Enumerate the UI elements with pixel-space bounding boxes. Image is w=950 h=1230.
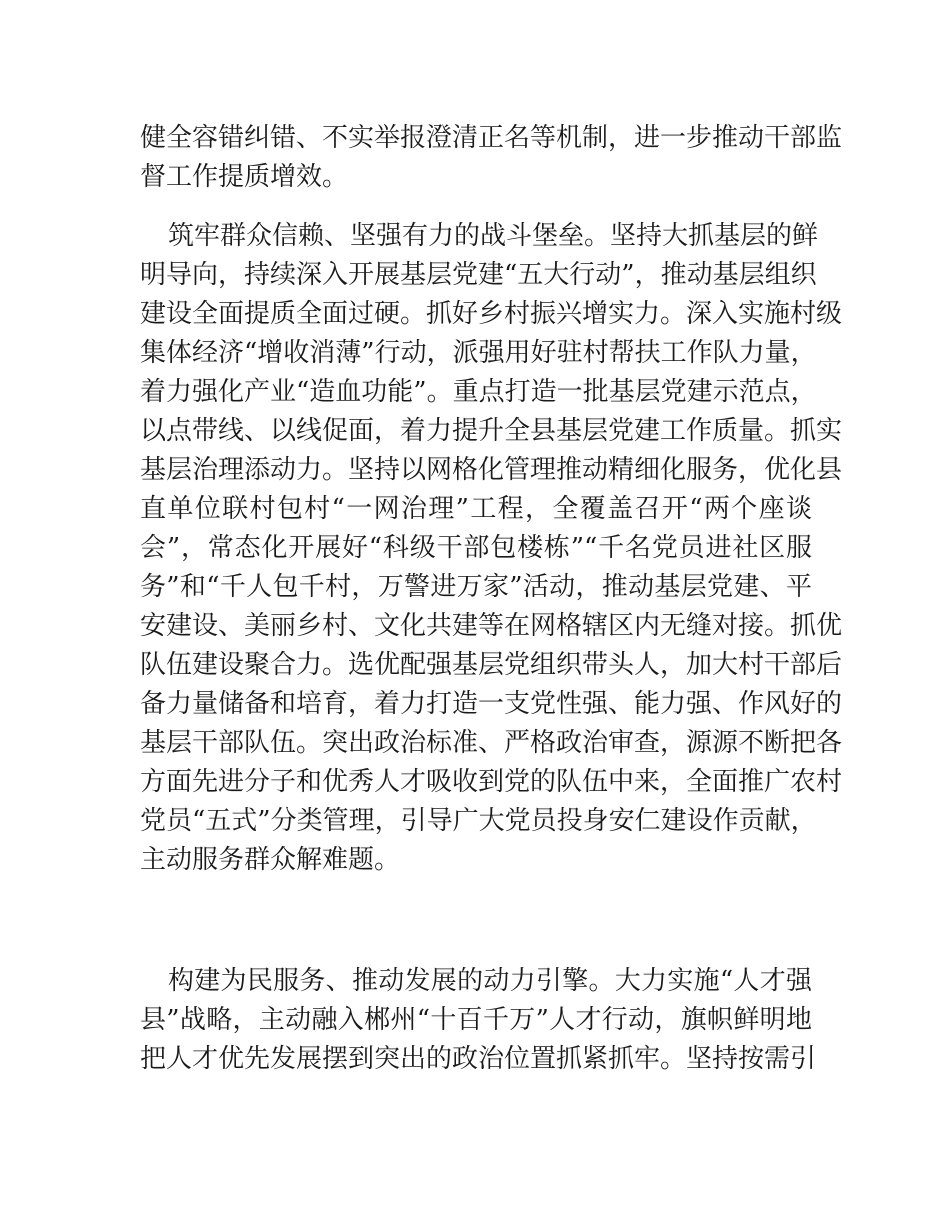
paragraph-line: 安建设、美丽乡村、文化共建等在网格辖区内无缝对接。抓优 — [140, 611, 843, 641]
paragraph-line: 明导向，持续深入开展基层党建“五大行动”，推动基层组织 — [140, 260, 817, 290]
paragraph-line: 筑牢群众信赖、坚强有力的战斗堡垒。坚持大抓基层的鲜 — [168, 221, 819, 251]
paragraph-line: 督工作提质增效。 — [140, 162, 349, 192]
paragraph-line: 把人才优先发展摆到突出的政治位置抓紧抓牢。坚持按需引 — [140, 1044, 817, 1074]
paragraph-line: 基层治理添动力。坚持以网格化管理推动精细化服务，优化县 — [140, 455, 843, 485]
paragraph-line: 方面先进分子和优秀人才吸收到党的队伍中来，全面推广农村 — [140, 767, 843, 797]
paragraph-1 — [140, 119, 843, 197]
paragraph-line: 队伍建设聚合力。选优配强基层党组织带头人，加大村干部后 — [140, 650, 843, 680]
paragraph-line: 县”战略，主动融入郴州“十百千万”人才行动，旗帜鲜明地 — [140, 1005, 812, 1035]
paragraph-3 — [140, 962, 817, 1079]
paragraph-line: 健全容错纠错、不实举报澄清正名等机制，进一步推动干部监 — [140, 123, 843, 153]
paragraph-line: 以点带线、以线促面，着力提升全县基层党建工作质量。抓实 — [140, 416, 843, 446]
paragraph-line: 构建为民服务、推动发展的动力引擎。大力实施“人才强 — [168, 966, 812, 996]
paragraph-line: 备力量储备和培育，着力打造一支党性强、能力强、作风好的 — [140, 689, 843, 719]
paragraph-2 — [140, 217, 843, 880]
paragraph-line: 务”和“千人包千村，万警进万家”活动，推动基层党建、平 — [140, 572, 812, 602]
paragraph-line: 基层干部队伍。突出政治标准、严格政治审查，源源不断把各 — [140, 728, 843, 758]
paragraph-line: 建设全面提质全面过硬。抓好乡村振兴增实力。深入实施村级 — [140, 299, 843, 329]
paragraph-line: 集体经济“增收消薄”行动，派强用好驻村帮扶工作队力量， — [140, 338, 817, 368]
paragraph-line: 直单位联村包村“一网治理”工程，全覆盖召开“两个座谈 — [140, 494, 812, 524]
paragraph-line: 党员“五式”分类管理，引导广大党员投身安仁建设作贡献， — [140, 806, 817, 836]
paragraph-line: 着力强化产业“造血功能”。重点打造一批基层党建示范点， — [140, 377, 817, 407]
paragraph-line: 会”，常态化开展好“科级干部包楼栋”“千名党员进社区服 — [140, 533, 812, 563]
paragraph-line: 主动服务群众解难题。 — [140, 845, 401, 875]
